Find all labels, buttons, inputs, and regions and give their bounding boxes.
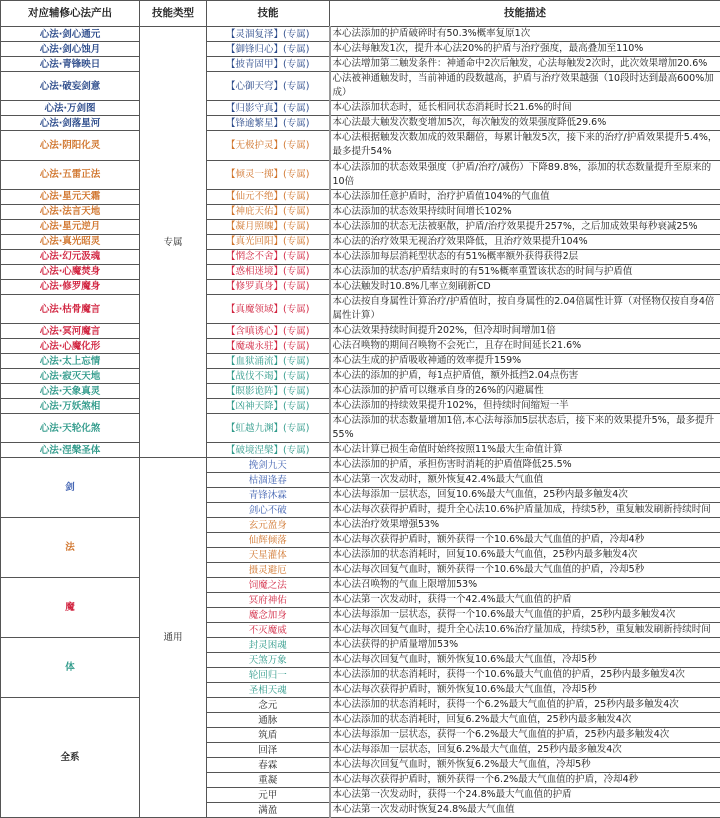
desc-cell: 本心法添加的状态消耗时，回复10.6%最大气血值，25秒内最多触发4次 [330, 548, 720, 563]
header-desc: 技能描述 [330, 1, 720, 27]
table-row [1, 57, 720, 72]
desc-cell: 本心法最大触发次数变增加5次，每次触发的效果强度降低29.6% [330, 116, 720, 131]
skill-cell: 满盈 [207, 803, 330, 818]
desc-cell: 本心法根据触发次数加成的效果翻倍，每累计触发5次，接下来的治疗/护盾效果提升5.4%，最多提升54% [330, 131, 720, 161]
table-row [1, 698, 720, 713]
skill-cell: 饲魔之法 [207, 578, 330, 593]
desc-cell: 本心法获得的护盾量增加53% [330, 638, 720, 653]
table-row [1, 458, 720, 473]
skill-cell: 轮回归一 [207, 668, 330, 683]
source-cell: 心法·涅槃圣体 [1, 443, 140, 458]
skill-cell: 【无极护灵】(专属) [207, 131, 330, 161]
table-row [1, 72, 720, 101]
desc-cell: 本心法每次回复气血时，额外恢复10.6%最大气血值，冷却5秒 [330, 653, 720, 668]
desc-cell: 本心法召唤物的气血上限增加53% [330, 578, 720, 593]
skill-cell: 【披青固甲】(专属) [207, 57, 330, 72]
source-cell: 心法·幻元汲魂 [1, 249, 140, 264]
skill-cell: 【心御天穹】(专属) [207, 72, 330, 101]
table-row [1, 279, 720, 294]
desc-cell: 本心法每添加一层状态，回复10.6%最大气血值，25秒内最多触发4次 [330, 488, 720, 503]
desc-cell: 本心法的治疗效果无视治疗效果降低，且治疗效果提升104% [330, 234, 720, 249]
table-row [1, 443, 720, 458]
table-row [1, 116, 720, 131]
header-skill: 技能 [207, 1, 330, 27]
source-cell: 心法·冥河魔言 [1, 324, 140, 339]
skill-cell: 【瞑影诡阵】(专属) [207, 384, 330, 399]
table-row [1, 339, 720, 354]
table-row [1, 204, 720, 219]
skill-cell: 【真魔领域】(专属) [207, 294, 330, 324]
table-row [1, 294, 720, 324]
table-row [1, 369, 720, 384]
desc-cell: 本心法生成的护盾吸收神通的效率提升159% [330, 354, 720, 369]
desc-cell: 本心法添加的状态消耗时，获得一个10.6%最大气血值的护盾，25秒内最多触发4次 [330, 668, 720, 683]
header-type: 技能类型 [140, 1, 207, 27]
desc-cell: 本心法每次回复气血时，提升全心法10.6%治疗量加成，持续5秒，重复触发刷新持续时间 [330, 623, 720, 638]
category-cell: 法 [1, 518, 140, 578]
skill-cell: 【破境涅槃】(专属) [207, 443, 330, 458]
desc-cell: 本心法添加的状态消耗时，回复6.2%最大气血值，25秒内最多触发4次 [330, 713, 720, 728]
table-row [1, 518, 720, 533]
skill-cell: 【御锋归心】(专属) [207, 42, 330, 57]
source-cell: 心法·天轮化煞 [1, 414, 140, 443]
desc-cell: 本心法每添加一层状态，获得一个6.2%最大气血值的护盾，25秒内最多触发4次 [330, 728, 720, 743]
table-row [1, 249, 720, 264]
desc-cell: 本心法每触发1次，提升本心法20%的护盾与治疗强度，最高叠加至110% [330, 42, 720, 57]
desc-cell: 本心法每次回复气血时，额外恢复6.2%最大气血值，冷却5秒 [330, 758, 720, 773]
skill-cell: 摄灵避厄 [207, 563, 330, 578]
skill-cell: 【锋逾繁星】(专属) [207, 116, 330, 131]
skill-cell: 【神庇天佑】(专属) [207, 204, 330, 219]
skill-cell: 【倾灵一掷】(专属) [207, 160, 330, 189]
source-cell: 心法·太上忘情 [1, 354, 140, 369]
source-cell: 心法·剑心蚀月 [1, 42, 140, 57]
skill-cell: 封灵困魂 [207, 638, 330, 653]
skill-cell: 不灭魔威 [207, 623, 330, 638]
category-cell: 魔 [1, 578, 140, 638]
source-cell: 心法·青锋映日 [1, 57, 140, 72]
table-row [1, 27, 720, 42]
skill-cell: 回泽 [207, 743, 330, 758]
source-cell: 心法·真光昭灵 [1, 234, 140, 249]
source-cell: 心法·万剑图 [1, 101, 140, 116]
skill-cell: 【战伐不竭】(专属) [207, 369, 330, 384]
table-row [1, 234, 720, 249]
type-cell-generic: 通用 [140, 458, 207, 818]
desc-cell: 本心法添加的状态效果强度（护盾/治疗/减伤）下降89.8%，添加的状态数量提升至原来的10倍 [330, 160, 720, 189]
skill-cell: 【仙元不绝】(专属) [207, 189, 330, 204]
source-cell: 心法·破妄剑意 [1, 72, 140, 101]
desc-cell: 本心法每添加一层状态，回复6.2%最大气血值，25秒内最多触发4次 [330, 743, 720, 758]
desc-cell: 本心法每次获得护盾时，提升全心法10.6%护盾量加成，持续5秒，重复触发刷新持续时间 [330, 503, 720, 518]
desc-cell: 本心法添加的状态消耗时，获得一个6.2%最大气血值的护盾，25秒内最多触发4次 [330, 698, 720, 713]
desc-cell: 心法被神通触发时，当前神通的段数越高，护盾与治疗效果越强（10段时达到最高600%加成） [330, 72, 720, 101]
source-cell: 心法·枯骨魔言 [1, 294, 140, 324]
skill-cell: 【凝月照魄】(专属) [207, 219, 330, 234]
table-row [1, 354, 720, 369]
desc-cell: 本心法添加任意护盾时，治疗护盾值104%的气血值 [330, 189, 720, 204]
table-row [1, 384, 720, 399]
source-cell: 心法·心魔焚身 [1, 264, 140, 279]
desc-cell: 本心法的添加的护盾，每1点护盾值，额外抵挡2.04点伤害 [330, 369, 720, 384]
category-cell: 剑 [1, 458, 140, 518]
skill-cell: 【灵涸复泽】(专属) [207, 27, 330, 42]
skill-cell: 天煞万象 [207, 653, 330, 668]
table-row [1, 219, 720, 234]
category-cell: 体 [1, 638, 140, 698]
table-body [1, 27, 720, 818]
table-row [1, 42, 720, 57]
skill-cell: 魔念加身 [207, 608, 330, 623]
skill-cell: 【凶神天降】(专属) [207, 399, 330, 414]
skill-cell: 仙辉倾落 [207, 533, 330, 548]
desc-cell: 心法召唤物的期间召唤物不会死亡，且存在时间延长21.6% [330, 339, 720, 354]
source-cell: 心法·修罗魔身 [1, 279, 140, 294]
desc-cell: 本心法添加的状态无法被驱散，护盾/治疗效果提升257%，之后加成效果每秒衰减25% [330, 219, 720, 234]
skill-cell: 【魔魂永驻】(专属) [207, 339, 330, 354]
skill-cell: 青锋沐霖 [207, 488, 330, 503]
table-row [1, 264, 720, 279]
skill-cell: 元甲 [207, 788, 330, 803]
source-cell: 心法·法言天地 [1, 204, 140, 219]
skill-cell: 【虹越九渊】(专属) [207, 414, 330, 443]
desc-cell: 本心法触发时10.8%几率立刻刷新CD [330, 279, 720, 294]
table-row [1, 101, 720, 116]
skill-cell: 春霖 [207, 758, 330, 773]
skill-cell: 筑盾 [207, 728, 330, 743]
skill-cell: 【修罗真身】(专属) [207, 279, 330, 294]
desc-cell: 本心法添加的护盾可以继承自身的26%的闪避属性 [330, 384, 720, 399]
desc-cell: 本心法效果持续时间提升202%，但冷却时间增加1倍 [330, 324, 720, 339]
source-cell: 心法·万妖煞相 [1, 399, 140, 414]
source-cell: 心法·五雷正法 [1, 160, 140, 189]
source-cell: 心法·心魔化形 [1, 339, 140, 354]
desc-cell: 本心法添加的状态效果持续时间增长102% [330, 204, 720, 219]
skill-cell: 【惑相迷境】(专属) [207, 264, 330, 279]
desc-cell: 本心法按自身属性计算治疗/护盾值时，按自身属性的2.04倍属性计算（对怪物仅按自身4倍属性计算） [330, 294, 720, 324]
source-cell: 心法·阴阳化灵 [1, 131, 140, 161]
desc-cell: 本心法每次回复气血时，额外获得一个10.6%最大气血值的护盾，冷却5秒 [330, 563, 720, 578]
skill-cell: 重凝 [207, 773, 330, 788]
type-cell-exclusive: 专属 [140, 27, 207, 458]
category-cell: 全系 [1, 698, 140, 818]
desc-cell: 本心法每次获得护盾时，额外获得一个10.6%最大气血值的护盾，冷却4秒 [330, 533, 720, 548]
table-row [1, 414, 720, 443]
skill-cell: 挽剑九天 [207, 458, 330, 473]
table-row [1, 160, 720, 189]
desc-cell: 本心法每次获得护盾时，额外获得一个6.2%最大气血值的护盾，冷却4秒 [330, 773, 720, 788]
desc-cell: 本心法添加的状态/护盾结束时的有51%概率重置该状态的时间与护盾值 [330, 264, 720, 279]
skill-cell: 剑心不破 [207, 503, 330, 518]
skill-cell: 【真光回阳】(专属) [207, 234, 330, 249]
desc-cell: 本心法添加的护盾，承担伤害时消耗的护盾值降低25.5% [330, 458, 720, 473]
skill-cell: 念元 [207, 698, 330, 713]
source-cell: 心法·星元逆月 [1, 219, 140, 234]
table-row [1, 399, 720, 414]
skill-cell: 枯涸逢春 [207, 473, 330, 488]
desc-cell: 本心法计算已损生命值时始终按照11%最大生命值计算 [330, 443, 720, 458]
table-row [1, 324, 720, 339]
desc-cell: 本心法每添加一层状态，获得一个10.6%最大气血值的护盾，25秒内最多触发4次 [330, 608, 720, 623]
table-row [1, 189, 720, 204]
desc-cell: 本心法添加的持续效果提升102%，但持续时间缩短一半 [330, 399, 720, 414]
header-source: 对应辅修心法产出 [1, 1, 140, 27]
desc-cell: 本心法治疗效果增强53% [330, 518, 720, 533]
source-cell: 心法·寂灭天地 [1, 369, 140, 384]
desc-cell: 本心法添加的护盾破碎时有50.3%概率复原1次 [330, 27, 720, 42]
skill-cell: 冥府神佑 [207, 593, 330, 608]
desc-cell: 本心法每次获得护盾时，额外恢复10.6%最大气血值，冷却5秒 [330, 683, 720, 698]
skill-cell: 玄元盈身 [207, 518, 330, 533]
desc-cell: 本心法第一次发动时恢复24.8%最大气血值 [330, 803, 720, 818]
table-row [1, 638, 720, 653]
source-cell: 心法·剑落星河 [1, 116, 140, 131]
desc-cell: 本心法增加第二触发条件：神通命中2次后触发，心法每触发2次时，此次效果增加20.6% [330, 57, 720, 72]
skill-cell: 【血狱涌流】(专属) [207, 354, 330, 369]
desc-cell: 本心法第一次发动时，获得一个42.4%最大气血值的护盾 [330, 593, 720, 608]
table-row [1, 578, 720, 593]
source-cell: 心法·剑心通元 [1, 27, 140, 42]
header-row [1, 1, 720, 27]
skill-cell: 天星灌体 [207, 548, 330, 563]
desc-cell: 本心法添加每层消耗型状态的有51%概率额外获得获得2层 [330, 249, 720, 264]
skill-cell: 【惘念不舍】(专属) [207, 249, 330, 264]
skill-cell: 圣相天魂 [207, 683, 330, 698]
desc-cell: 本心法第一次发动时，额外恢复42.4%最大气血值 [330, 473, 720, 488]
table-row [1, 131, 720, 161]
desc-cell: 本心法第一次发动时，获得一个24.8%最大气血值的护盾 [330, 788, 720, 803]
desc-cell: 本心法添加状态时，延长相同状态消耗时长21.6%的时间 [330, 101, 720, 116]
skill-cell: 通脉 [207, 713, 330, 728]
skill-cell: 【归影守真】(专属) [207, 101, 330, 116]
source-cell: 心法·天象真灵 [1, 384, 140, 399]
desc-cell: 本心法添加的状态数量增加1倍,本心法每添加5层状态后，接下来的效果提升5%，最多提升55% [330, 414, 720, 443]
source-cell: 心法·星元天霜 [1, 189, 140, 204]
skill-cell: 【含嗔诱心】(专属) [207, 324, 330, 339]
